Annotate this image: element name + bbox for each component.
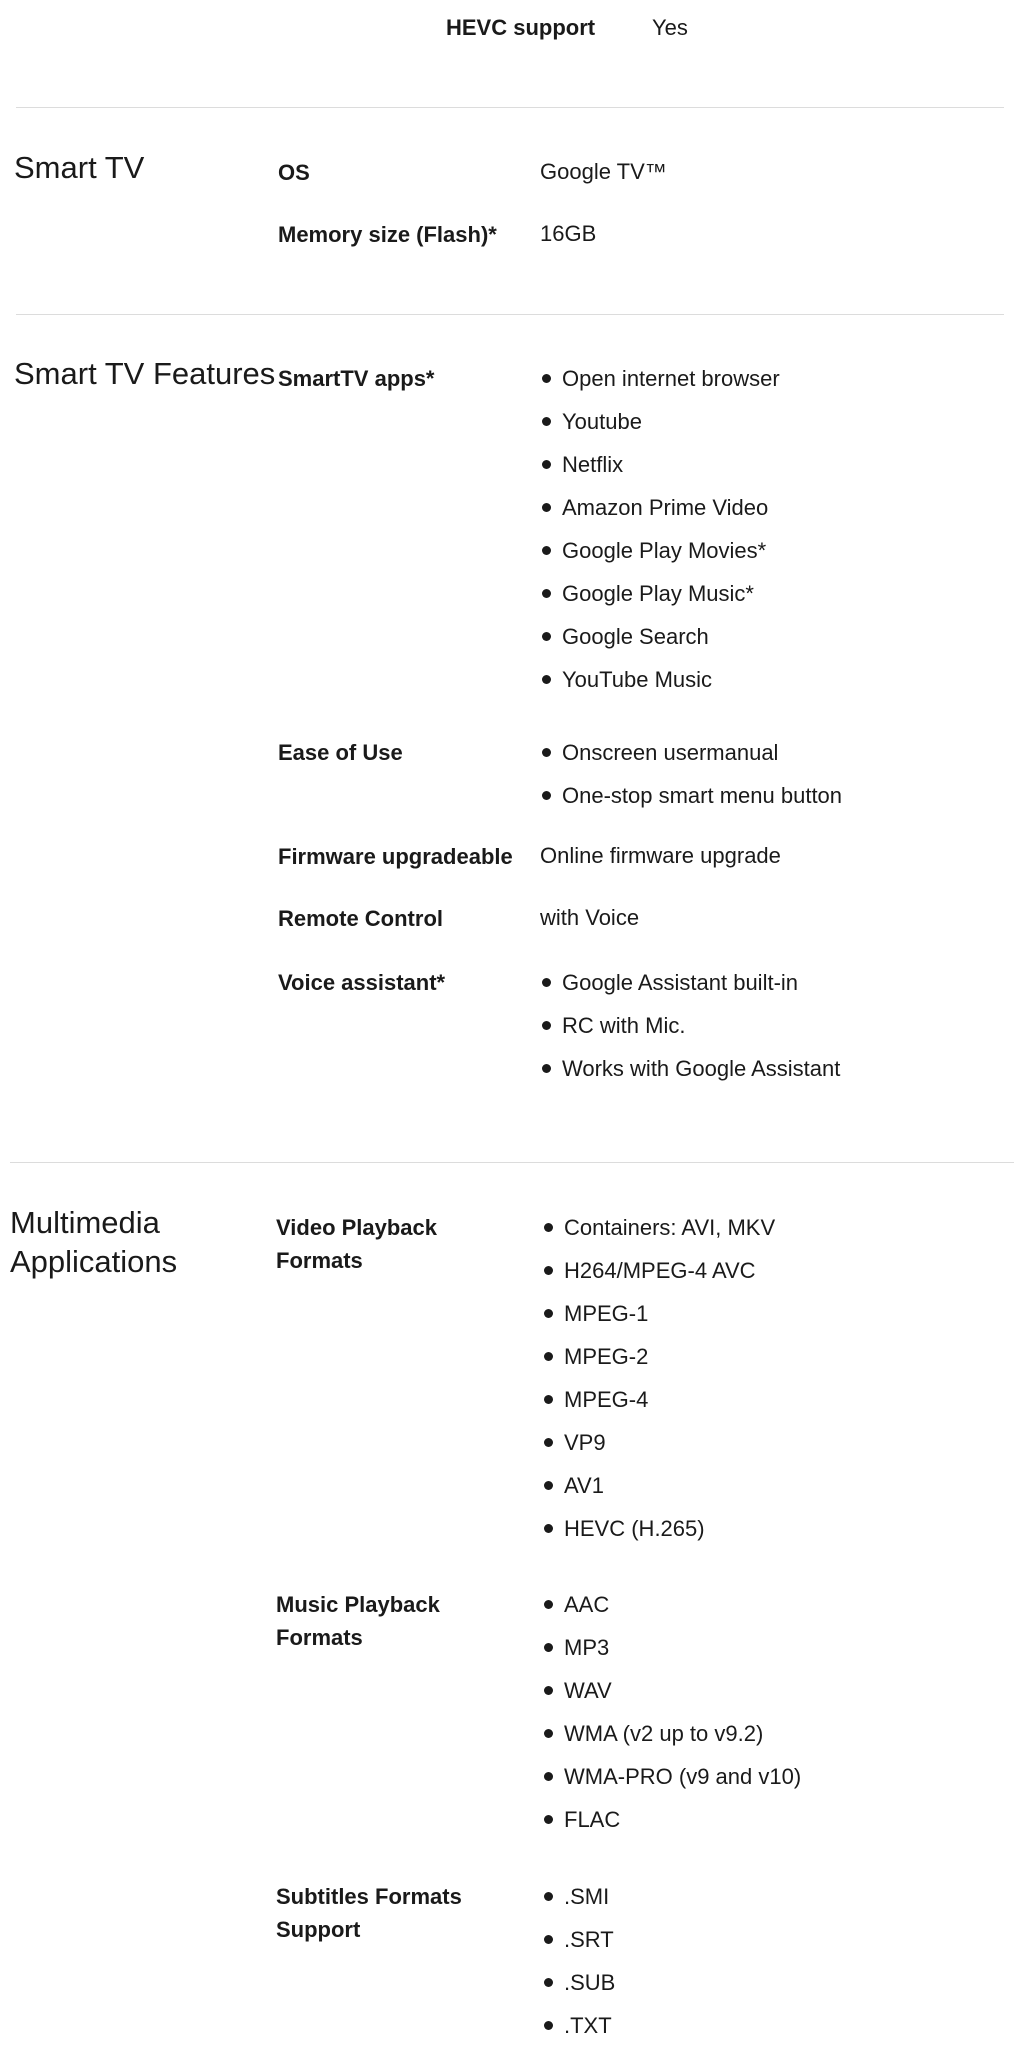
spec-label-ease-of-use: Ease of Use <box>278 740 403 765</box>
bullet-icon <box>542 748 551 757</box>
list-item: Youtube <box>540 400 780 443</box>
list-item: YouTube Music <box>540 658 780 701</box>
list-item: Works with Google Assistant <box>540 1047 840 1090</box>
spec-label-voice-assistant: Voice assistant* <box>278 970 446 995</box>
video-formats-list <box>542 1206 775 1550</box>
bullet-icon <box>542 675 551 684</box>
subtitle-formats-list <box>542 1875 615 2047</box>
hevc-support-label: HEVC support <box>446 15 596 40</box>
divider <box>10 1162 1014 1163</box>
bullet-icon <box>544 1223 553 1232</box>
bullet-icon <box>544 1978 553 1987</box>
list-item: One-stop smart menu button <box>540 774 842 817</box>
bullet-icon <box>544 1600 553 1609</box>
bullet-icon <box>544 1352 553 1361</box>
list-item: WAV <box>542 1669 801 1712</box>
list-item: MPEG-4 <box>542 1378 775 1421</box>
list-item: Google Assistant built-in <box>540 961 840 1004</box>
spec-label-video-playback-line2: Formats <box>276 1248 363 1273</box>
list-item: Containers: AVI, MKV <box>542 1206 775 1249</box>
bullet-icon <box>542 503 551 512</box>
spec-value-remote-control: with Voice <box>540 905 640 930</box>
spec-label-music-playback-line1: Music Playback <box>276 1592 440 1617</box>
bullet-icon <box>544 1643 553 1652</box>
list-item: Google Play Music* <box>540 572 780 615</box>
list-item: .TXT <box>542 2004 615 2047</box>
bullet-icon <box>544 1935 553 1944</box>
spec-label-remote-control: Remote Control <box>278 906 443 931</box>
list-item: Netflix <box>540 443 780 486</box>
list-item: AAC <box>542 1583 801 1626</box>
section-title-smart-tv-features: Smart TV Features <box>14 356 276 391</box>
bullet-icon <box>544 1815 553 1824</box>
spec-value-firmware: Online firmware upgrade <box>540 843 781 868</box>
list-item: .SMI <box>542 1875 615 1918</box>
bullet-icon <box>544 1481 553 1490</box>
list-item: MPEG-2 <box>542 1335 775 1378</box>
section-title-multimedia-line1: Multimedia <box>10 1205 160 1240</box>
bullet-icon <box>544 1772 553 1781</box>
spec-value-memory: 16GB <box>540 221 597 246</box>
bullet-icon <box>544 1729 553 1738</box>
smarttv-apps-list <box>540 357 780 701</box>
divider <box>16 314 1004 315</box>
list-item: HEVC (H.265) <box>542 1507 775 1550</box>
spec-label-memory: Memory size (Flash)* <box>278 222 497 247</box>
bullet-icon <box>542 791 551 800</box>
voice-assistant-list <box>540 961 840 1090</box>
list-item: Google Play Movies* <box>540 529 780 572</box>
spec-label-os: OS <box>278 160 310 185</box>
bullet-icon <box>544 1309 553 1318</box>
bullet-icon <box>544 2021 553 2030</box>
music-formats-list <box>542 1583 801 1841</box>
list-item: .SUB <box>542 1961 615 2004</box>
bullet-icon <box>544 1395 553 1404</box>
spec-label-video-playback-line1: Video Playback <box>276 1215 438 1240</box>
list-item: Open internet browser <box>540 357 780 400</box>
list-item: .SRT <box>542 1918 615 1961</box>
list-item: WMA-PRO (v9 and v10) <box>542 1755 801 1798</box>
spec-label-music-playback-line2: Formats <box>276 1625 363 1650</box>
bullet-icon <box>544 1892 553 1901</box>
bullet-icon <box>544 1686 553 1695</box>
list-item: FLAC <box>542 1798 801 1841</box>
list-item: MPEG-1 <box>542 1292 775 1335</box>
bullet-icon <box>542 374 551 383</box>
list-item: RC with Mic. <box>540 1004 840 1047</box>
bullet-icon <box>542 589 551 598</box>
spec-label-subtitles-line1: Subtitles Formats <box>276 1884 462 1909</box>
bullet-icon <box>542 546 551 555</box>
list-item: Amazon Prime Video <box>540 486 780 529</box>
ease-of-use-list <box>540 731 842 817</box>
spec-label-firmware: Firmware upgradeable <box>278 844 513 869</box>
bullet-icon <box>542 1021 551 1030</box>
bullet-icon <box>542 417 551 426</box>
list-item: VP9 <box>542 1421 775 1464</box>
list-item: WMA (v2 up to v9.2) <box>542 1712 801 1755</box>
bullet-icon <box>542 978 551 987</box>
bullet-icon <box>542 1064 551 1073</box>
hevc-support-value: Yes <box>652 15 688 40</box>
divider <box>16 107 1004 108</box>
list-item: AV1 <box>542 1464 775 1507</box>
spec-value-os: Google TV™ <box>540 159 667 184</box>
list-item: H264/MPEG-4 AVC <box>542 1249 775 1292</box>
bullet-icon <box>542 460 551 469</box>
list-item: Onscreen usermanual <box>540 731 842 774</box>
list-item: Google Search <box>540 615 780 658</box>
spec-label-smarttv-apps: SmartTV apps* <box>278 366 435 391</box>
section-title-multimedia-line2: Applications <box>10 1244 178 1279</box>
bullet-icon <box>544 1438 553 1447</box>
bullet-icon <box>544 1524 553 1533</box>
bullet-icon <box>544 1266 553 1275</box>
spec-label-subtitles-line2: Support <box>276 1917 361 1942</box>
list-item: MP3 <box>542 1626 801 1669</box>
section-title-smart-tv: Smart TV <box>14 150 145 185</box>
bullet-icon <box>542 632 551 641</box>
